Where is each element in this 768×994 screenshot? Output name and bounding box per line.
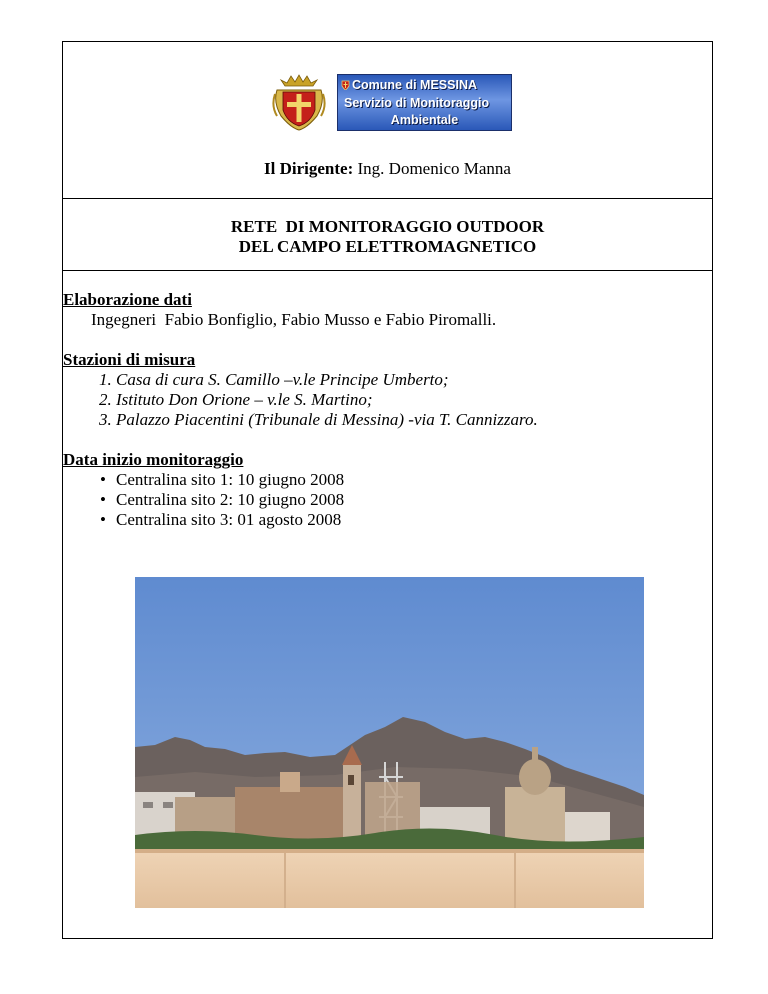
logo-group <box>271 72 511 132</box>
dirigente-label: Il Dirigente: <box>264 159 354 178</box>
stazioni-heading: Stazioni di misura <box>63 350 196 369</box>
dirigente-line <box>63 159 712 179</box>
elaborazione-text: Ingegneri Fabio Bonfiglio, Fabio Musso e Fabio Piromalli. <box>91 310 497 329</box>
stazioni-block <box>63 350 712 430</box>
elaborazione-heading: Elaborazione dati <box>63 290 192 309</box>
stazione-item: 1. Casa di cura S. Camillo –v.le Principe Umberto; <box>116 370 712 390</box>
monitoraggio-heading: Data inizio monitoraggio <box>63 450 244 469</box>
banner-line-3: Ambientale <box>390 113 459 127</box>
banner-line-2: Servizio di Monitoraggio <box>344 96 490 110</box>
stazione-item: 2. Istituto Don Orione – v.le S. Martino; <box>116 390 712 410</box>
centralina-item: • Centralina sito 2: 10 giugno 2008 <box>116 490 712 510</box>
body-content <box>63 290 712 550</box>
mini-crest-icon <box>341 79 350 90</box>
centralina-item: • Centralina sito 3: 01 agosto 2008 <box>116 510 712 530</box>
header-section <box>63 42 712 199</box>
banner-line-1: Comune di MESSINA <box>352 78 478 92</box>
messina-coat-of-arms-icon <box>271 72 327 132</box>
stazioni-list <box>63 370 712 430</box>
centralina-item: • Centralina sito 1: 10 giugno 2008 <box>116 470 712 490</box>
monitoraggio-list <box>63 470 712 530</box>
title-section <box>63 199 712 271</box>
document-title <box>63 217 712 257</box>
stazione-item: 3. Palazzo Piacentini (Tribunale di Messina) -via T. Cannizzaro. <box>116 410 712 430</box>
monitoraggio-block <box>63 450 712 530</box>
title-line-2: DEL CAMPO ELETTROMAGNETICO <box>238 237 537 256</box>
title-line-1: RETE DI MONITORAGGIO OUTDOOR <box>230 217 545 236</box>
messina-cityscape-photo <box>135 577 644 908</box>
elaborazione-block <box>63 290 712 330</box>
basilica <box>505 787 565 845</box>
church-building <box>235 787 345 842</box>
dirigente-name: Ing. Domenico Manna <box>357 159 511 178</box>
comune-banner <box>337 74 512 131</box>
foreground-wall <box>135 849 644 908</box>
document-frame <box>62 41 713 939</box>
